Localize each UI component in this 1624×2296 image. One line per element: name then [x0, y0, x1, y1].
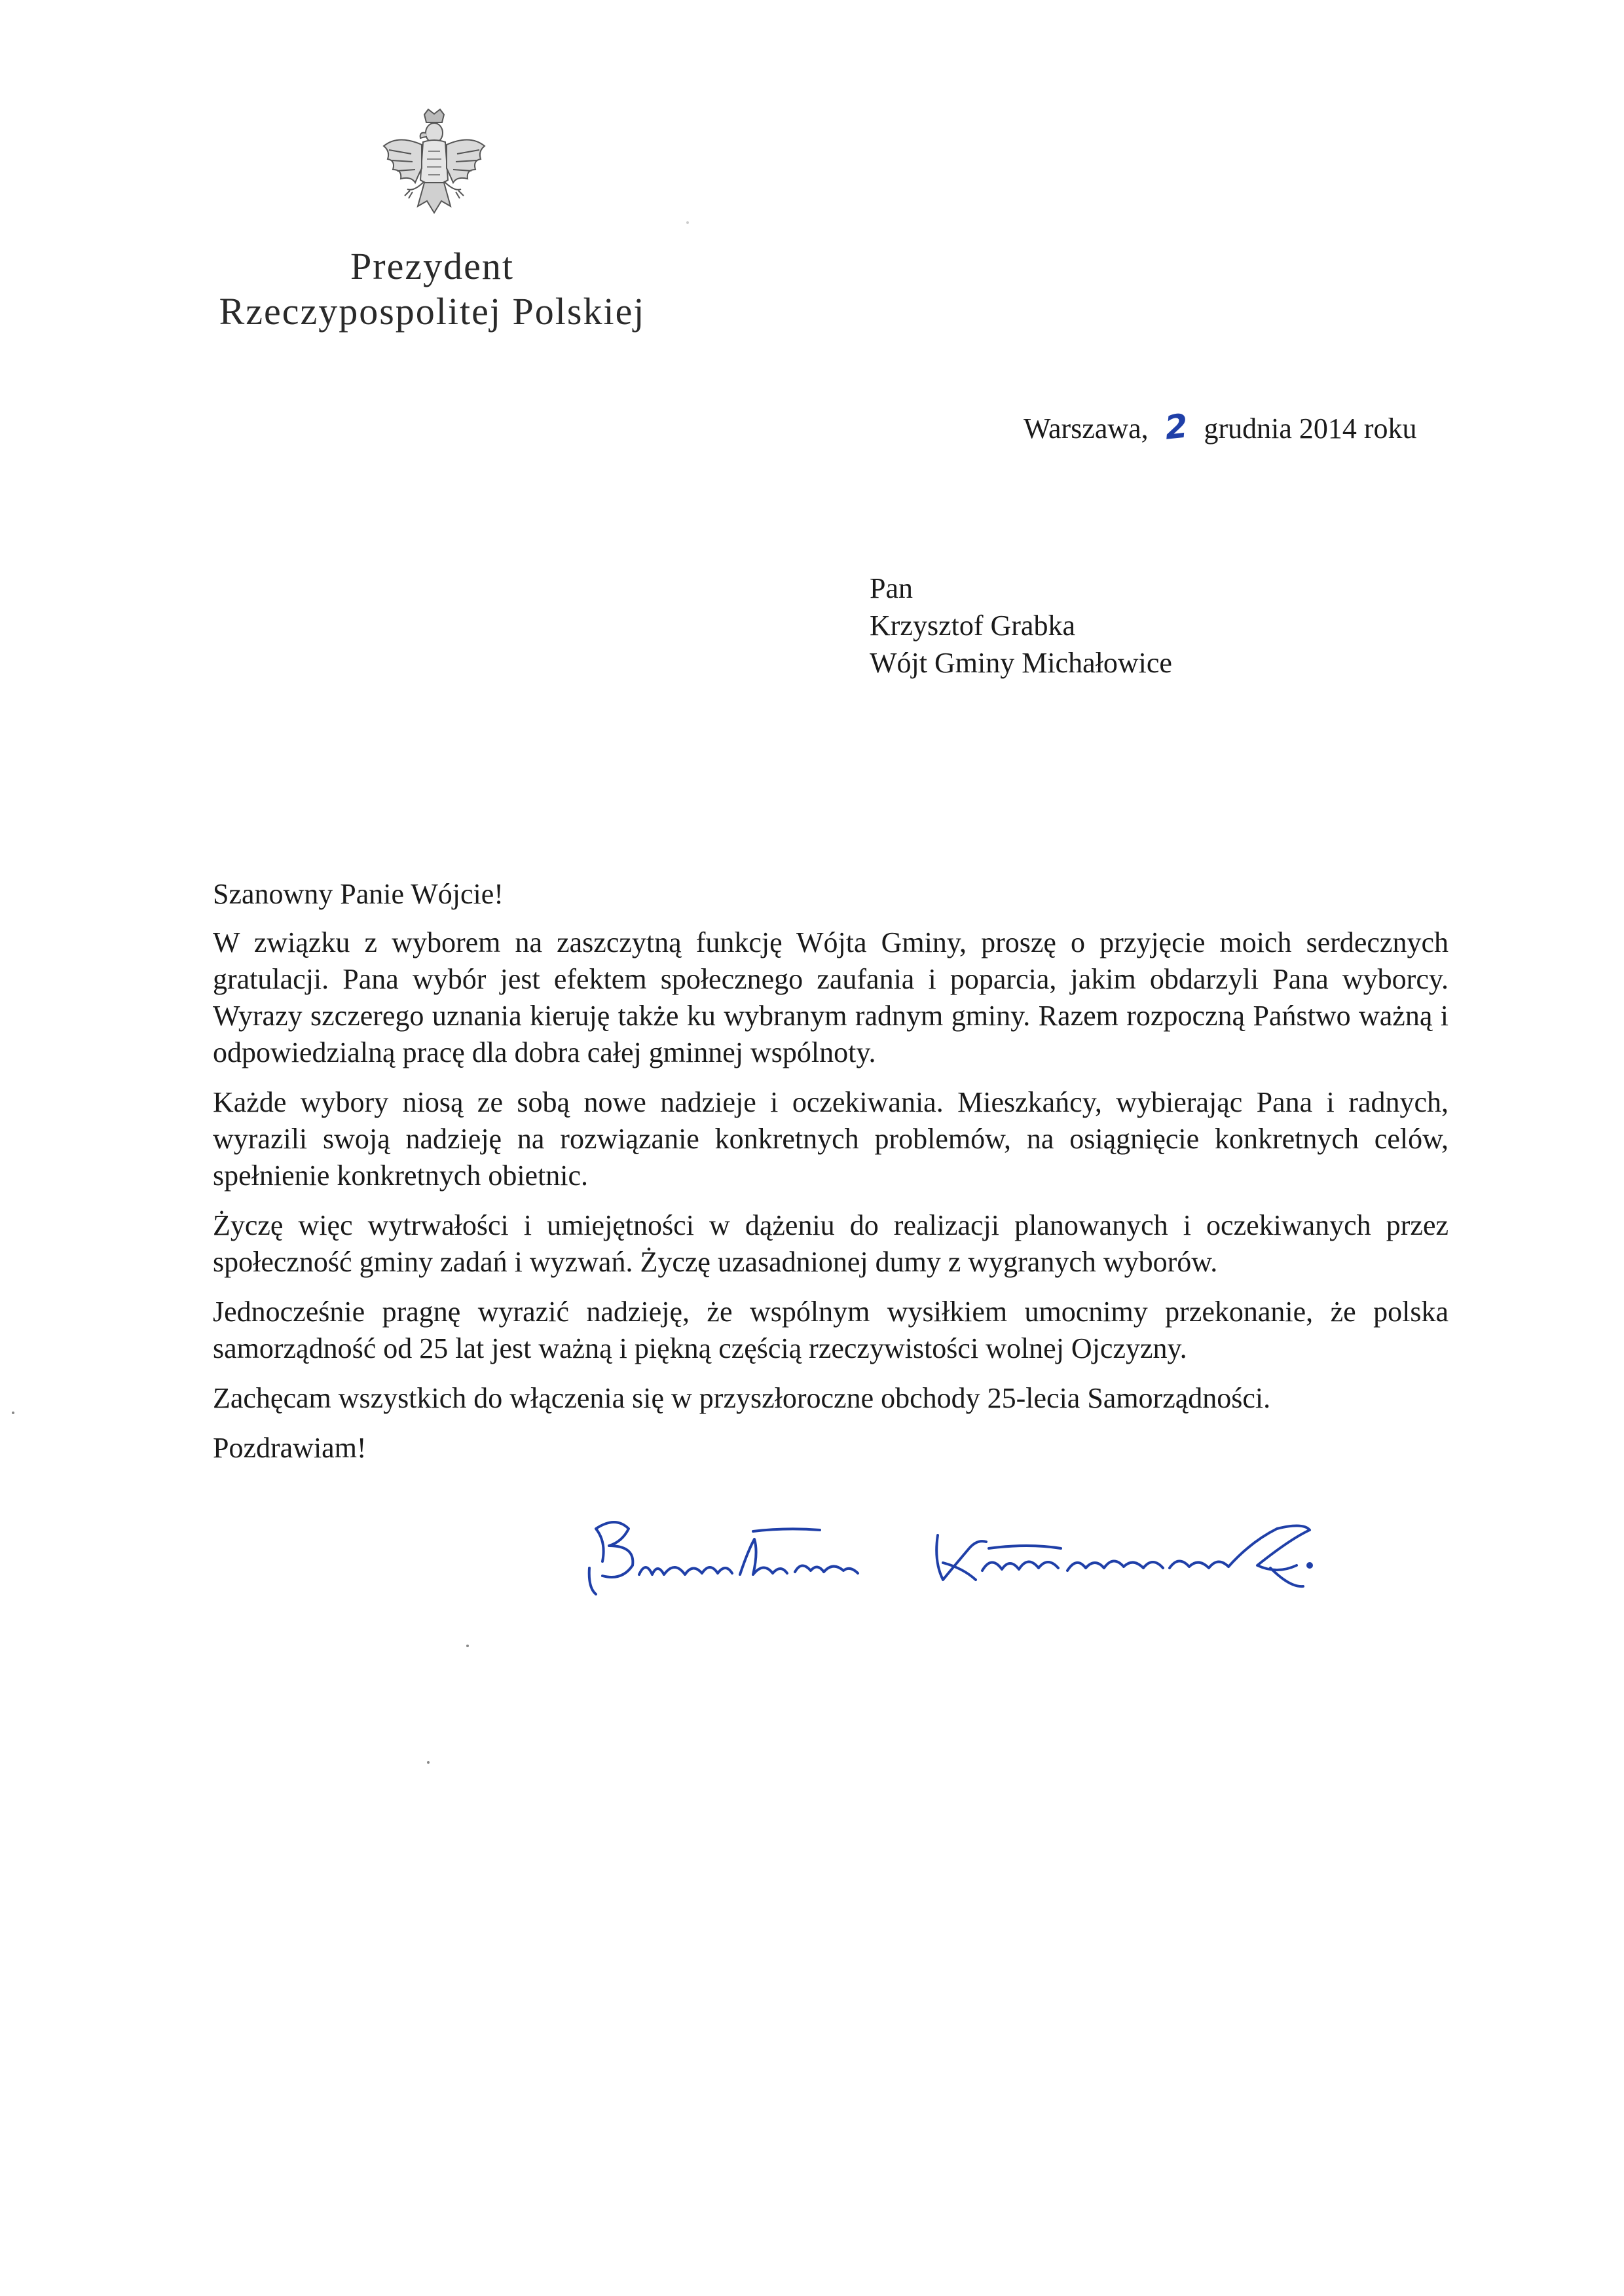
paragraph-5: Zachęcam wszystkich do włączenia się w przyszłoroczne obchody 25-lecia Samorządności. — [213, 1382, 1271, 1414]
scan-speck — [686, 221, 689, 224]
handwritten-signature — [576, 1503, 1441, 1614]
paragraph-3: Życzę więc wytrwałości i umiejętności w dążeniu do realizacji planowanych i oczekiwanych przez społeczność gminy zadań i wyzwań. Życzę uzasadnionej dumy z wygranych wyborów. — [213, 1209, 1449, 1278]
paragraph-4: Jednocześnie pragnę wyrazić nadzieję, że wspólnym wysiłkiem umocnimy przekonanie, że polska samorządność od 25 lat jest ważną i piękną częścią rzeczywistości wolnej Ojczyzny. — [213, 1296, 1449, 1364]
recipient-name: Krzysztof Grabka — [870, 610, 1075, 642]
salutation: Szanowny Panie Wójcie! — [213, 878, 504, 910]
recipient-honorific: Pan — [870, 572, 913, 604]
letter-body — [213, 876, 1449, 1480]
recipient-title: Wójt Gminy Michałowice — [870, 647, 1172, 679]
paragraph-2: Każde wybory niosą ze sobą nowe nadzieje i oczekiwania. Mieszkańcy, wybierając Pana i radnych, wyrazili swoją nadzieję na rozwiązanie konkretnych problemów, na osiągnięcie konkretnych celów, spełnienie konkretnych obietnic. — [213, 1086, 1449, 1192]
paragraph-1: W związku z wyborem na zaszczytną funkcję Wójta Gminy, proszę o przyjęcie moich serdecznych gratulacji. Pana wybór jest efektem społecznego zaufania i poparcia, jakim obdarzyli Pana wyborcy. Wyrazy szczerego uznania kieruję także ku wybranym radnym gminy. Razem rozpoczną Państwo ważną i odpowiedzialną pracę dla dobra całej gminnej wspólnoty. — [213, 926, 1449, 1068]
scan-speck — [12, 1412, 14, 1414]
date-line — [1024, 408, 1417, 446]
eagle-emblem-icon — [378, 108, 490, 232]
closing: Pozdrawiam! — [213, 1432, 367, 1464]
date-day-handwritten: 2 — [1162, 407, 1190, 447]
sender-country: Rzeczypospolitej Polskiej — [219, 290, 646, 333]
date-city: Warszawa, — [1024, 412, 1149, 445]
date-rest: grudnia 2014 roku — [1204, 412, 1417, 445]
scan-speck — [466, 1645, 469, 1647]
sender-title: Prezydent — [350, 245, 514, 287]
recipient-block — [870, 570, 1172, 682]
scan-speck — [427, 1761, 430, 1764]
